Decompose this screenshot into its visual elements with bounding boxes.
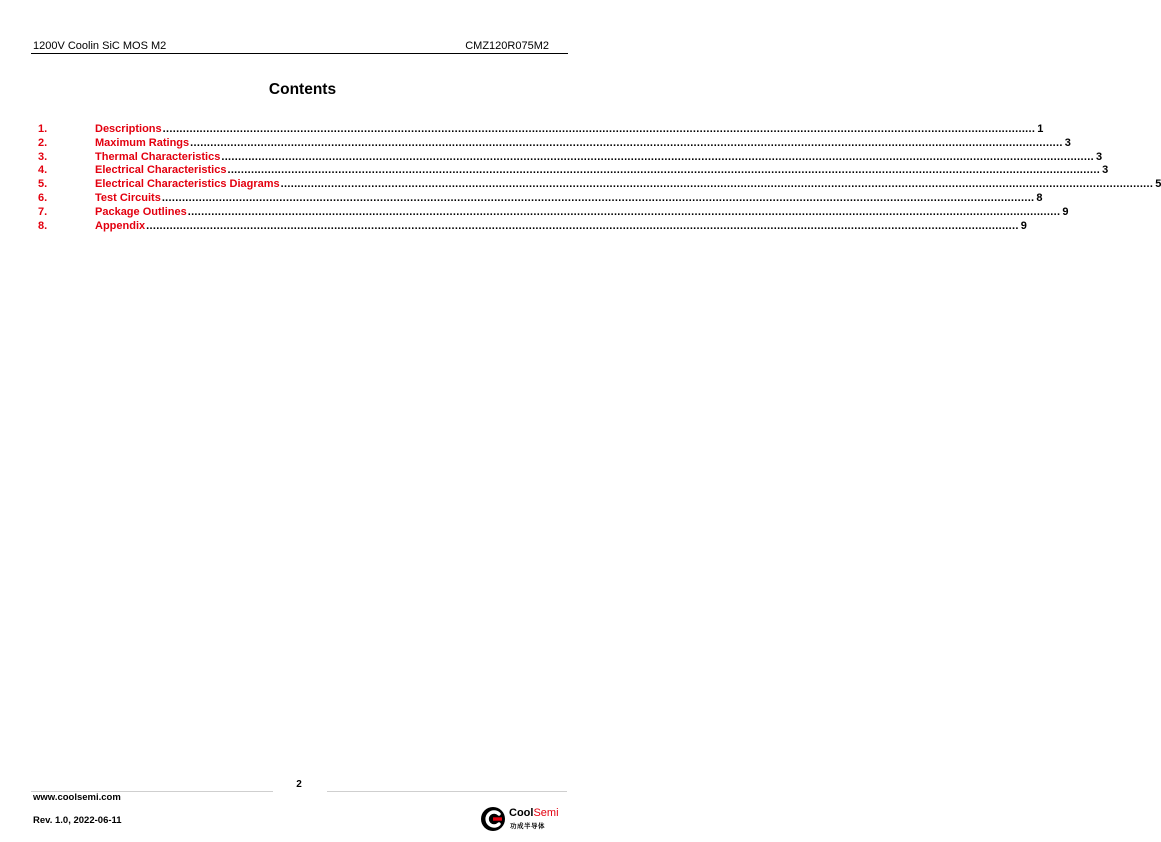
toc-entry-page: 3 (1095, 150, 1103, 163)
logo-chinese-name: 功成半导体 (510, 823, 545, 830)
toc-entry-page: 9 (1020, 219, 1027, 232)
toc-entry-page: 5 (1155, 178, 1161, 191)
logo-word-semi: Semi (533, 807, 559, 819)
header-product-name: 1200V Coolin SiC MOS M2 (33, 40, 167, 52)
toc-entry-link[interactable]: Appendix (95, 219, 146, 232)
toc-entry[interactable] (38, 164, 1109, 178)
toc-entry[interactable] (38, 150, 1103, 165)
toc-entry-number: 5. (38, 178, 48, 191)
toc-entry-link[interactable]: Package Outlines (95, 205, 187, 218)
toc-entry-page: 1 (1037, 123, 1044, 135)
footer-revision: Rev. 1.0, 2022-06-11 (33, 815, 122, 826)
logo-wordmark (509, 807, 559, 819)
toc-dot-leader: .................................................................................................................................................................................................................................................................... (187, 205, 1061, 218)
toc-entry-number: 8. (38, 219, 48, 232)
toc-entry-link[interactable]: Maximum Ratings (95, 136, 190, 149)
footer-divider-right (327, 791, 567, 792)
page-title: Contents (268, 81, 337, 98)
toc-entry-number: 4. (38, 164, 48, 177)
logo-word-cool: Cool (509, 807, 534, 819)
toc-entry-page: 3 (1102, 164, 1109, 177)
toc-entry-number: 2. (38, 136, 48, 149)
toc-entry-number: 6. (38, 191, 48, 204)
toc-dot-leader: .................................................................................................................................................................................................................................................................... (162, 123, 1036, 135)
toc-entry-link[interactable]: Electrical Characteristics Diagrams (95, 178, 280, 191)
toc-dot-leader: .................................................................................................................................................................................................................................................................... (146, 219, 1019, 232)
toc-entry[interactable] (38, 123, 1044, 137)
toc-dot-leader: .................................................................................................................................................................................................................................................................... (227, 164, 1101, 177)
toc-entry[interactable] (38, 136, 1071, 151)
toc-entry-link[interactable]: Electrical Characteristics (95, 164, 227, 177)
toc-entry-link[interactable]: Test Circuits (95, 191, 161, 204)
table-of-contents (38, 123, 1161, 233)
toc-entry-page: 9 (1062, 205, 1069, 218)
toc-entry-number: 7. (38, 205, 48, 218)
toc-entry-number: 1. (38, 123, 48, 135)
footer-website-link[interactable]: www.coolsemi.com (33, 792, 121, 803)
toc-entry[interactable] (38, 191, 1043, 206)
toc-dot-leader: .................................................................................................................................................................................................................................................................... (280, 178, 1154, 191)
company-logo (480, 806, 562, 832)
toc-entry[interactable] (38, 219, 1027, 234)
toc-entry-page: 3 (1064, 136, 1071, 149)
toc-dot-leader: .................................................................................................................................................................................................................................................................... (221, 150, 1094, 163)
toc-dot-leader: .................................................................................................................................................................................................................................................................... (190, 136, 1063, 149)
header-part-number: CMZ120R075M2 (465, 40, 549, 52)
header-divider (31, 53, 568, 54)
toc-entry-number: 3. (38, 150, 48, 163)
toc-entry[interactable] (38, 178, 1161, 192)
toc-entry-page: 8 (1036, 191, 1043, 204)
logo-mark-icon (480, 806, 506, 832)
toc-entry-link[interactable]: Descriptions (95, 123, 162, 135)
page-number: 2 (296, 779, 302, 790)
toc-dot-leader: .................................................................................................................................................................................................................................................................... (161, 191, 1035, 204)
toc-entry-link[interactable]: Thermal Characteristics (95, 150, 221, 163)
toc-entry[interactable] (38, 205, 1069, 220)
